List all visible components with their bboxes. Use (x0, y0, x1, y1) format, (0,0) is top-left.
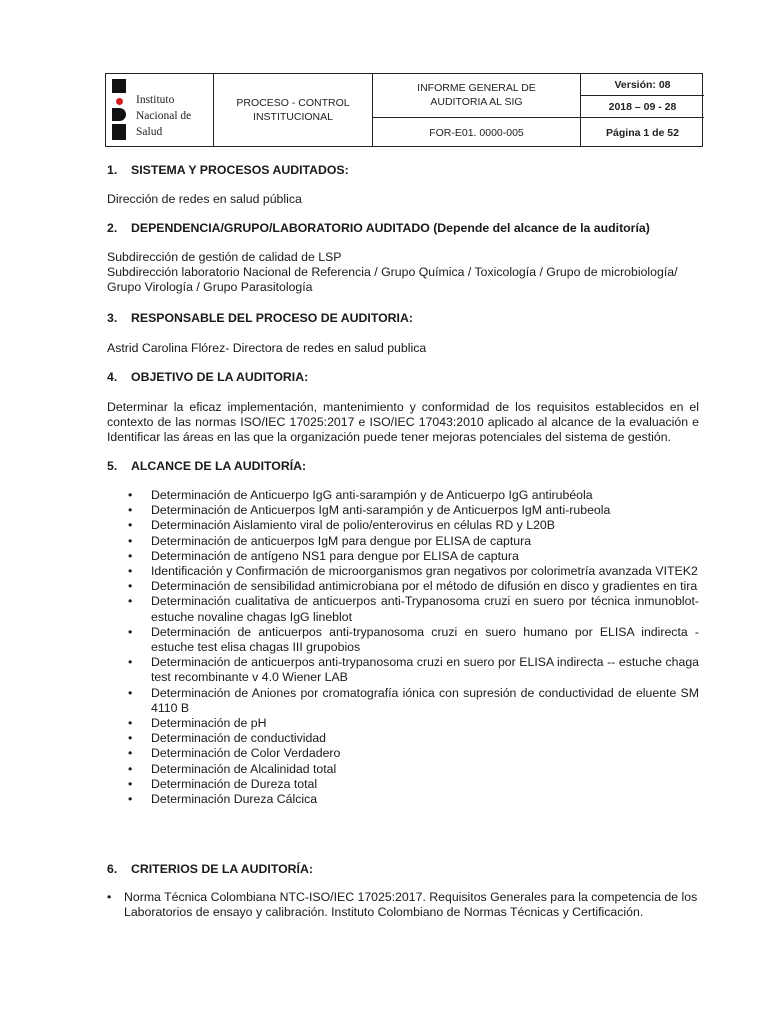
list-item: • Determinación de Anticuerpos IgM anti-sarampión y de Anticuerpos IgM anti-rubeola (128, 503, 699, 518)
scope-list (128, 488, 699, 807)
section-3-text: Astrid Carolina Flórez- Directora de redes en salud publica (107, 341, 427, 355)
list-item: • Determinación Dureza Cálcica (128, 792, 699, 807)
section-1-heading: 1. SISTEMA Y PROCESOS AUDITADOS: (107, 163, 349, 177)
list-item: • Determinación de anticuerpos anti-trypanosoma cruzi en suero humano por ELISA indirecta - estuche test elisa chagas III grupobios (128, 625, 699, 655)
list-item: • Determinación de sensibilidad antimicrobiana por el método de difusión en disco y gradientes en tira (128, 579, 699, 594)
list-item: • Determinación de Color Verdadero (128, 746, 699, 761)
section-2-text: Subdirección de gestión de calidad de LSP Subdirección laboratorio Nacional de Referencia / Grupo Química / Toxicología / Grupo de microbiología/ Grupo Virología / Grupo Parasitología (107, 250, 678, 294)
document-header (105, 73, 703, 147)
list-item: • Identificación y Confirmación de microorganismos gran negativos por colorimetría avanzada VITEK2 (128, 564, 699, 579)
page-number: Página 1 de 52 (606, 127, 679, 139)
list-item: • Determinación de Anticuerpo IgG anti-sarampión y de Anticuerpo IgG antirubéola (128, 488, 699, 503)
list-item: • Determinación de conductividad (128, 731, 699, 746)
form-code: FOR-E01. 0000-005 (429, 127, 524, 139)
list-item: • Determinación de antígeno NS1 para dengue por ELISA de captura (128, 549, 699, 564)
document-date: 2018 – 09 - 28 (608, 101, 677, 113)
list-item: • Determinación cualitativa de anticuerpos anti-Trypanosoma cruzi en suero por técnica inmunoblot-estuche novaline chagas IgG lineblot (128, 594, 699, 624)
list-item: • Determinación de Aniones por cromatografía iónica con supresión de conductividad de eluente SM 4110 B (128, 686, 699, 716)
section-1-text: Dirección de redes en salud pública (107, 192, 302, 206)
section-4-heading: 4. OBJETIVO DE LA AUDITORIA: (107, 370, 309, 384)
report-cell (373, 74, 581, 146)
process-cell (214, 74, 373, 146)
version-cell (581, 74, 704, 146)
list-item: • Determinación de Alcalinidad total (128, 762, 699, 777)
section-5-heading: 5. ALCANCE DE LA AUDITORÍA: (107, 459, 307, 473)
ins-logo-icon (112, 79, 126, 141)
report-title: INFORME GENERAL DE AUDITORIA AL SIG (417, 82, 536, 108)
bullet: • (107, 890, 112, 904)
list-item: • Determinación Aislamiento viral de polio/enterovirus en células RD y L20B (128, 518, 699, 533)
section-4-text: Determinar la eficaz implementación, mantenimiento y conformidad de los requisitos establecidos en el contexto de las normas ISO/IEC 17025:2017 e ISO/IEC 17043:2010 aplicado al alcance de la evaluación e Identificar las áreas en las que la organización puede tener mejoras potenciales del sistema de gestión. (107, 400, 699, 444)
process-name: PROCESO - CONTROL INSTITUCIONAL (236, 97, 350, 123)
section-6-heading: 6. CRITERIOS DE LA AUDITORÍA: (107, 862, 313, 876)
logo-cell (106, 74, 214, 146)
org-name: Instituto Nacional de Salud (136, 94, 192, 138)
section-3-heading: 3. RESPONSABLE DEL PROCESO DE AUDITORIA: (107, 311, 413, 325)
criteria-item: • Norma Técnica Colombiana NTC-ISO/IEC 17025:2017. Requisitos Generales para la competencia de los Laboratorios de ensayo y calibración. Instituto Colombiano de Normas Técnicas y Certificación. (107, 890, 698, 920)
section-2-heading: 2. DEPENDENCIA/GRUPO/LABORATORIO AUDITADO (Depende del alcance de la auditoría) (107, 221, 650, 235)
list-item: • Determinación de Dureza total (128, 777, 699, 792)
list-item: • Determinación de anticuerpos IgM para dengue por ELISA de captura (128, 534, 699, 549)
version-label: Versión: 08 (614, 79, 671, 91)
list-item: • Determinación de anticuerpos anti-trypanosoma cruzi en suero por ELISA indirecta -- estuche chaga test recombinante v 4.0 Wiener LAB (128, 655, 699, 685)
list-item: • Determinación de pH (128, 716, 699, 731)
